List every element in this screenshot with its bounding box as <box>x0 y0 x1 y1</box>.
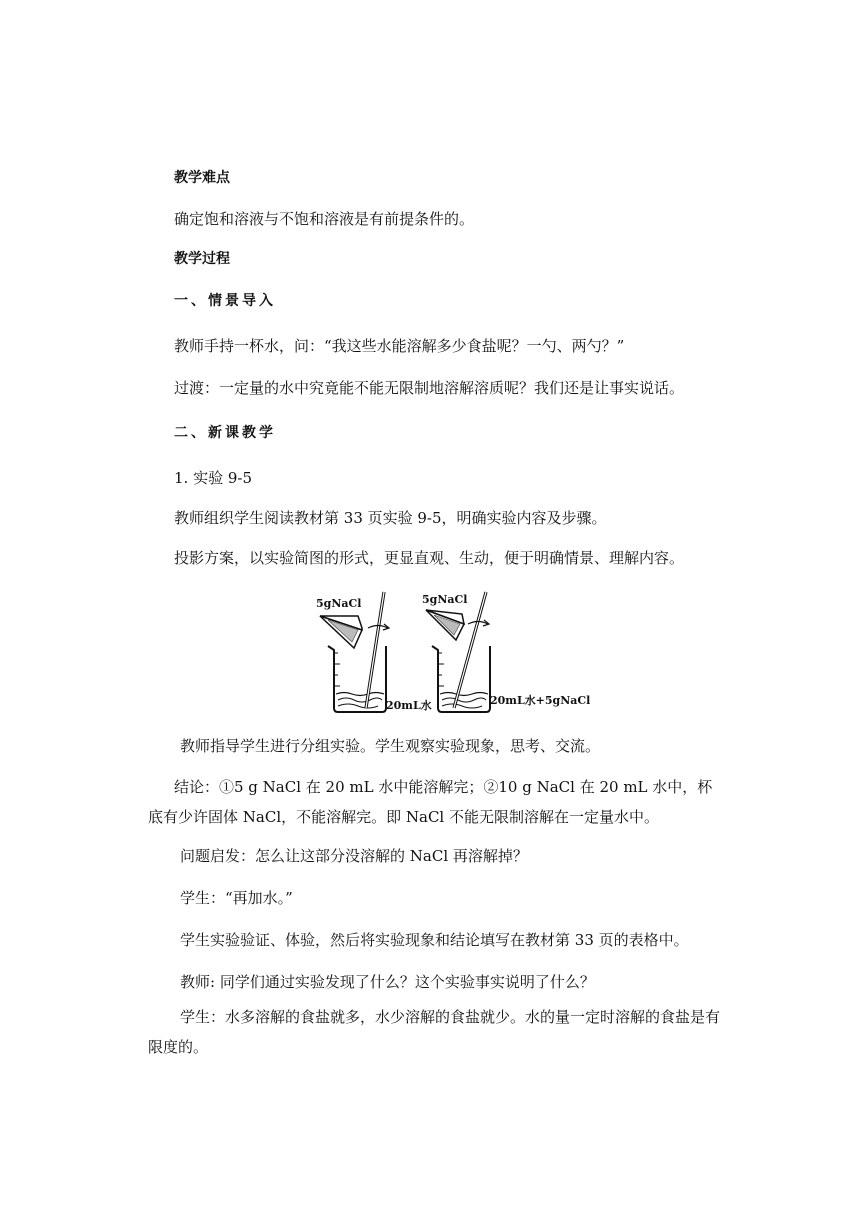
list-item-experiment: 1. 实验 9-5 <box>174 469 253 487</box>
experiment-figure <box>314 590 590 715</box>
paragraph-group-experiment: 教师指导学生进行分组实验。学生观察实验现象，思考、交流。 <box>180 737 601 755</box>
left-beaker-label: 20mL水 <box>386 699 432 712</box>
paragraph-conclusion <box>148 772 722 832</box>
paragraph-student-verify: 学生实验验证、体验，然后将实验现象和结论填写在教材第 33 页的表格中。 <box>180 931 689 949</box>
paragraph-read-textbook: 教师组织学生阅读教材第 33 页实验 9-5，明确实验内容及步骤。 <box>174 509 607 527</box>
paragraph-teacher-followup: 教师: 同学们通过实验发现了什么？这个实验事实说明了什么？ <box>180 973 595 991</box>
section-new-lesson-title: 二、新课教学 <box>174 425 276 441</box>
left-beaker-icon <box>328 646 386 712</box>
left-water-surface-icon <box>336 693 384 696</box>
paragraph-projection: 投影方案，以实验简图的形式，更显直观、生动，便于明确情景、理解内容。 <box>174 549 685 567</box>
heading-teaching-process: 教学过程 <box>174 251 230 267</box>
right-solution-swirl-icon <box>442 698 486 708</box>
right-beaker-setup <box>422 592 590 712</box>
paragraph-transition: 过渡：一定量的水中究竟能不能无限制地溶解溶质呢？我们还是让事实说话。 <box>174 379 685 397</box>
left-salt-label: 5gNaCl <box>316 597 362 610</box>
paragraph-student-answer: 学生：“再加水。” <box>180 889 293 907</box>
difficulty-text: 确定饱和溶液与不饱和溶液是有前提条件的。 <box>174 210 475 228</box>
conclusion-text: 结论：①5 g NaCl 在 20 mL 水中能溶解完；②10 g NaCl 在 20 mL 水中，杯底有少许固体 NaCl，不能溶解完。即 NaCl 不能无限制溶解在一定量水中。 <box>148 778 713 826</box>
heading-teaching-difficulty: 教学难点 <box>174 170 230 186</box>
right-salt-label: 5gNaCl <box>422 593 468 606</box>
section-intro-title: 一、情景导入 <box>174 293 276 309</box>
left-water-swirl-icon <box>338 698 382 708</box>
paragraph-question-prompt: 问题启发：怎么让这部分没溶解的 NaCl 再溶解掉？ <box>180 847 528 865</box>
left-beaker-setup <box>316 592 432 712</box>
paragraph-student-conclusion: 学生：水多溶解的食盐就多，水少溶解的食盐就少。水的量一定时溶解的食盐是有限度的。 <box>148 1008 721 1056</box>
right-solution-surface-icon <box>440 693 488 696</box>
right-beaker-label: 20mL水+5gNaCl <box>490 694 590 707</box>
paragraph-teacher-question: 教师手持一杯水，问：“我这些水能溶解多少食盐呢？一勺、两勺？” <box>174 337 625 355</box>
